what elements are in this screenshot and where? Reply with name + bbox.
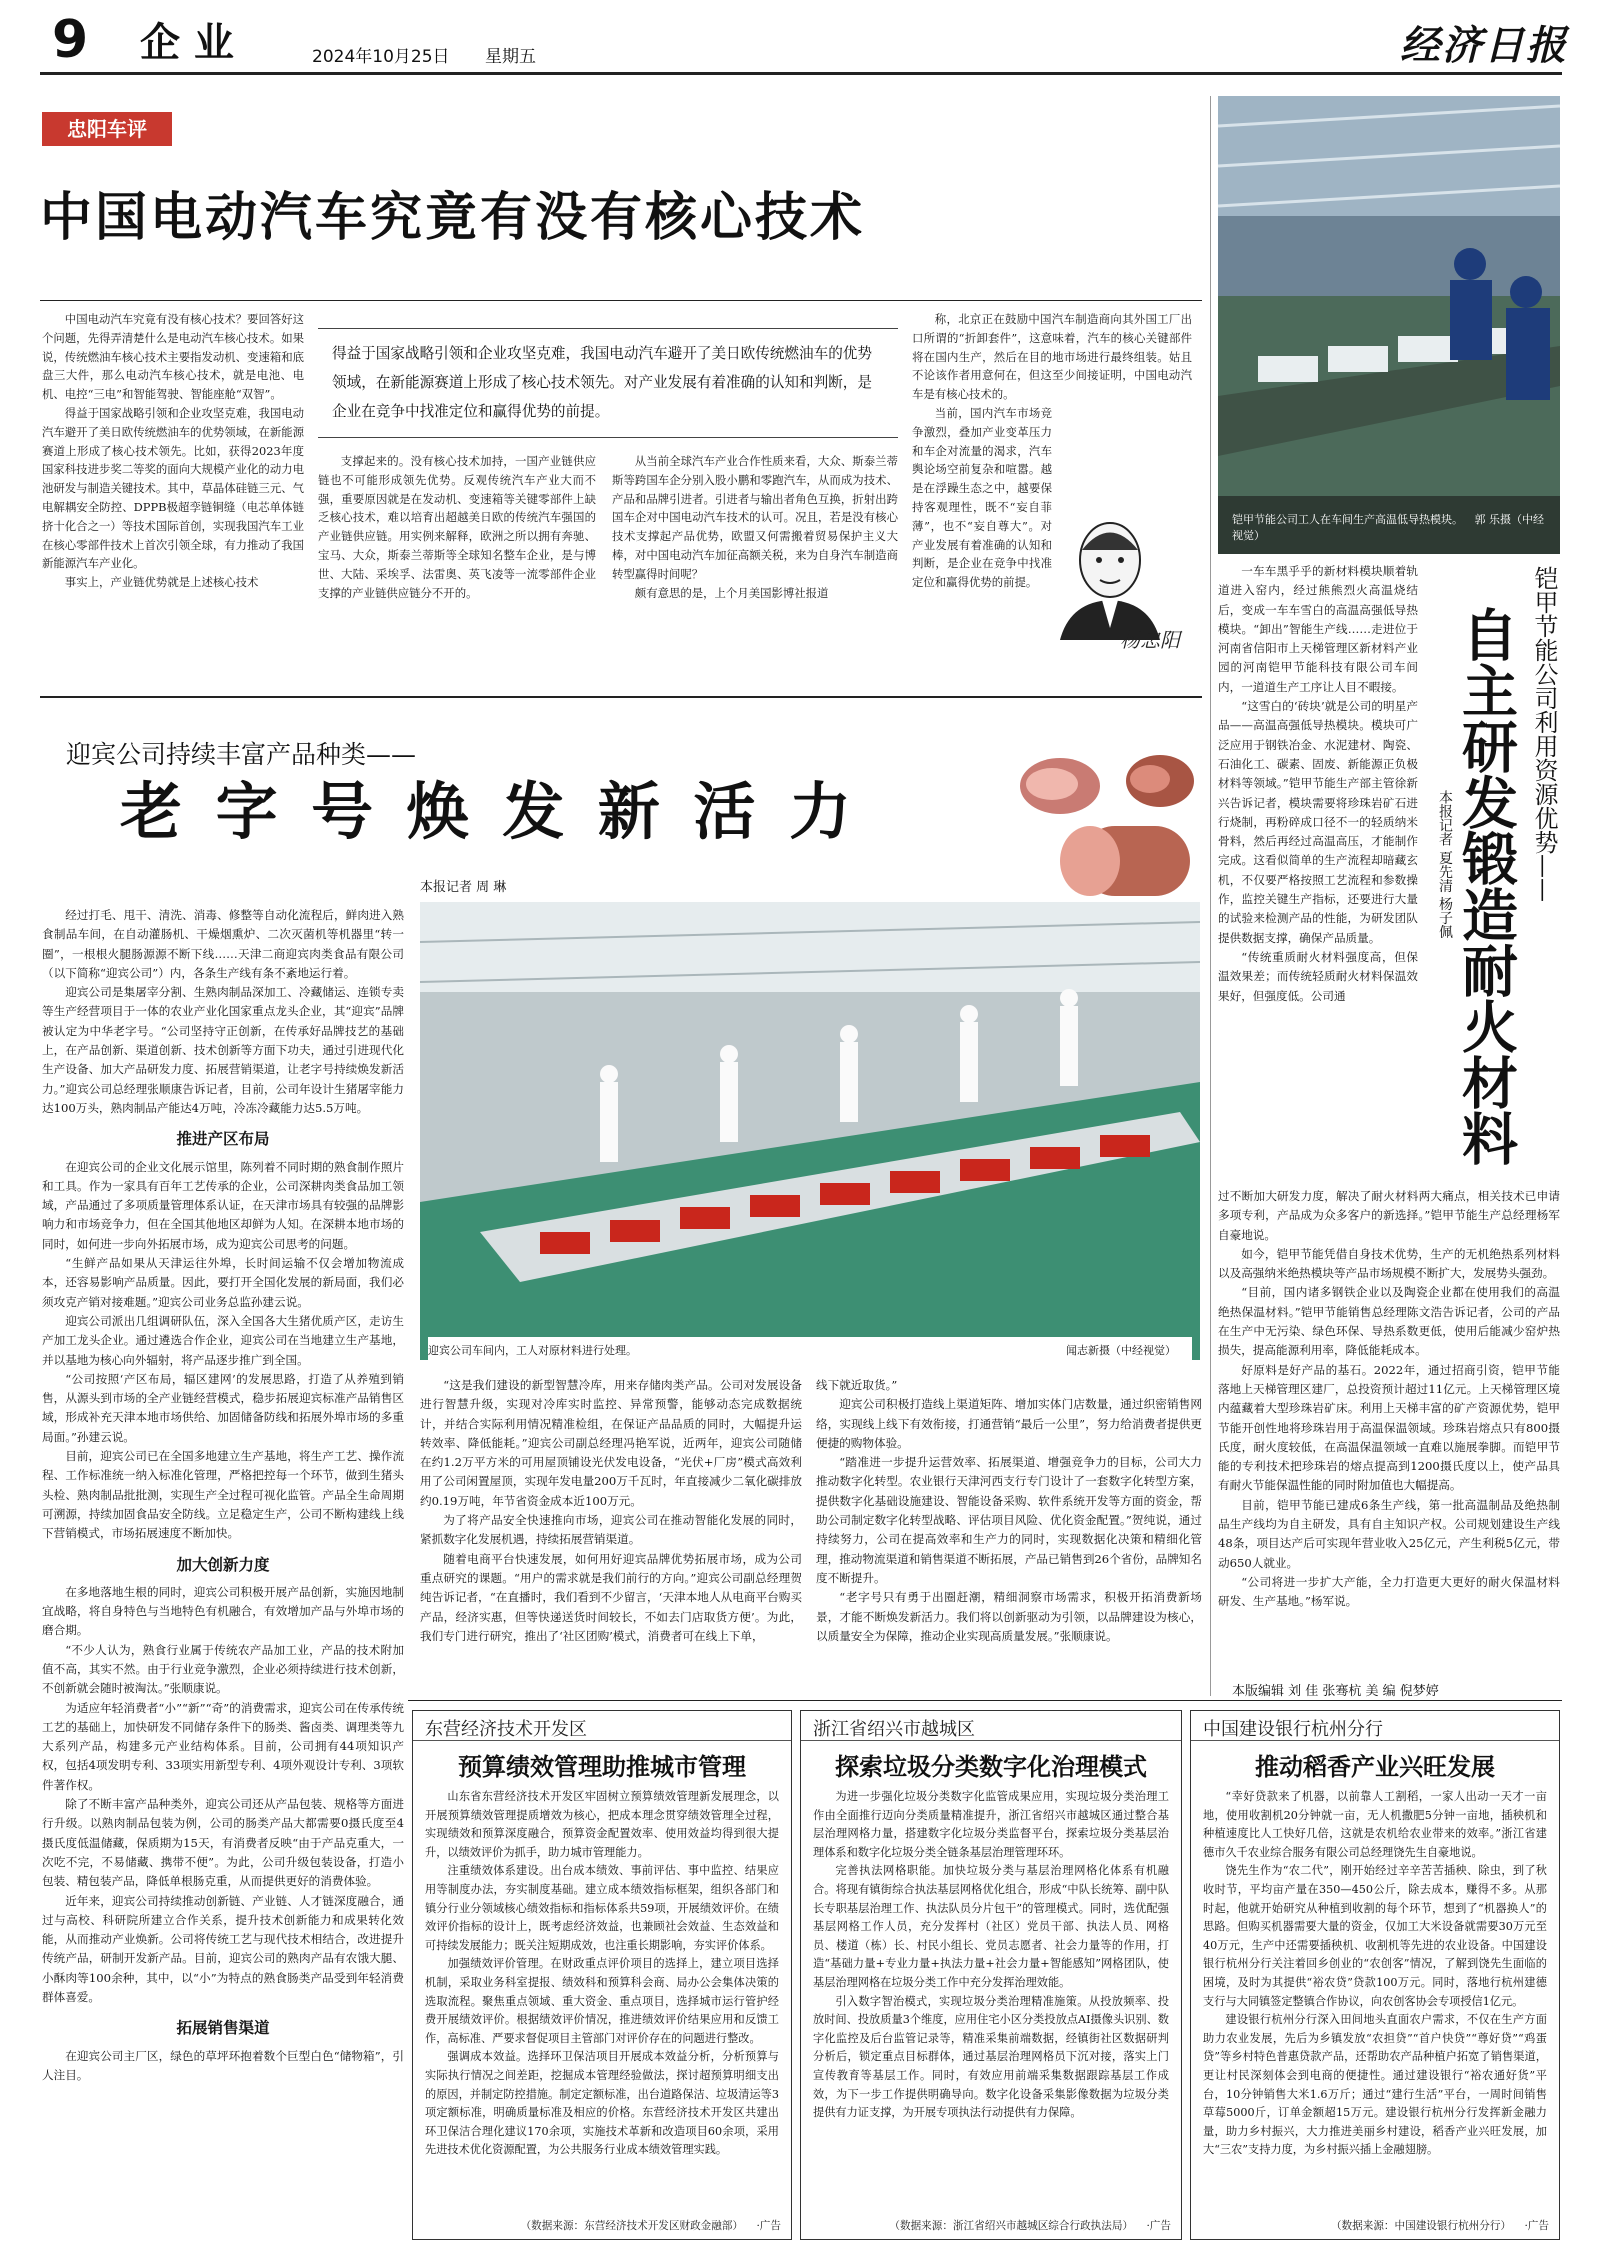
commentary-col-1 (42, 310, 304, 592)
paragraph: 当前，国内汽车市场竞争激烈，叠加产业变革压力和车企对流量的渴求，汽车舆论场空前复杂和喧嚣。越是在浮躁生态之中，越要保持客观理性，既不“妄自菲薄”，也不“妄自尊大”。对产业发展有着准确的认知和判断，是企业在竞争中找准定位和赢得优势的前提。 (912, 405, 1052, 590)
paragraph: 为适应年轻消费者“小”“新”“奇”的消费需求，迎宾公司在传承传统工艺的基础上，加快研发不同储存条件下的肠类、酱卤类、调理类等九大系列产品，构建多元产业结构体系。目前，公司拥有44项知识产权，包括4项发明专利、33项实用新型专利、4项外观设计专利、3项软件著作权。 (42, 1700, 404, 1792)
paragraph: 好原料是好产品的基石。2022年，通过招商引资，铠甲节能落地上天梯管理区建厂，总投资预计超过11亿元。上天梯管理区境内蕴藏着大型珍珠岩矿床。利用上天梯丰富的矿产资源优势，铠甲节能开创性地将珍珠岩用于高温保温领域。珍珠岩熔点只有800摄氏度，耐火度较低，在高温保温领域一直难以施展拳脚。而铠甲节能的专利技术把珍珠岩的熔点提高到1200摄氏度以上，使产品具有耐火节能保温性能的同时附加值也大幅提高。 (1218, 1362, 1560, 1493)
paragraph: 迎宾公司积极打造线上渠道矩阵、增加实体门店数量，通过织密销售网络，实现线上线下有效衔接，打通营销“最后一公里”，努力给消费者提供更便捷的购物体验。 (816, 1397, 1202, 1450)
laozihao-col-b (420, 1376, 802, 1646)
paragraph: “不少人认为，熟食行业属于传统农产品加工业，产品的技术附加值不高，其实不然。由于行业竞争激烈，企业必须持续进行技术创新，不创新就会随时被淘汰。”张顺康说。 (42, 1642, 404, 1696)
paragraph: “老字号只有勇于出圈赶潮，精细洞察市场需求，积极开拓消费新场景，才能不断焕发新活力。我们将以创新驱动为引领，以品牌建设为核心，以质量安全为保障，推动企业实现高质量发展。”张顺康说。 (816, 1590, 1202, 1643)
ad-footnote (889, 2218, 1171, 2233)
caption-credit: 郭 乐摄（中经视觉） (1232, 513, 1544, 542)
commentary-bottom-rule (40, 696, 1202, 698)
masthead-rule (40, 72, 1562, 75)
photo-caption-yingbin (428, 1337, 1192, 1360)
paragraph: 得益于国家战略引领和企业攻坚克难，我国电动汽车避开了美日欧传统燃油车的优势领域，在新能源赛道上形成了核心技术领先。比如，获得2023年度国家科技进步奖二等奖的面向大规模产业化的动力电池研发与制造关键技术。其中，草晶体硅链三元、气电解耦安全防控、DPPB极超孪链铜缝（电芯单体链挤十化合之一）等技术国际首创，实现我国汽车工业在核心零部件技术上首次引领全球，有力推动了我国新能源汽车产业化。 (42, 405, 305, 571)
paragraph: 完善执法网格职能。加快垃圾分类与基层治理网格化体系有机融合。将现有镇街综合执法基层网格优化组合，形成“中队长统筹、副中队长专职基层治理工作、执法队员分片包干”的管理模式。同时，选优配强基层网格工作人员，充分发挥村（社区）党员干部、执法人员、网格员、楼道（栋）长、村民小组长、党员志愿者、社会力量等的作用，打造“基础力量+专业力量+执法力量+社会力量+智能感知”网格团队，使基层治理网格在垃圾分类工作中充分发挥治理效能。 (813, 1864, 1169, 1989)
paragraph: 支撑起来的。没有核心技术加持，一国产业链供应链也不可能形成领先优势。反观传统汽车产业大而不强，重要原因就是在发动机、变速箱等关键零部件上缺乏核心技术，难以培育出超越美日欧的传统汽车强国的产业链供应链。用实例来解释，欧洲之所以拥有奔驰、宝马、大众，斯泰兰蒂斯等全球知名整车企业，是与博世、大陆、采埃孚、法雷奥、英飞凌等一流零部件企业支撑的产业链供应链分不开的。 (318, 454, 596, 600)
factory-photo-yingbin-image (420, 902, 1200, 1360)
paragraph: 目前，铠甲节能已建成6条生产线，第一批高温制品及绝热制品生产线均为自主研发，具有自主知识产权。公司规划建设生产线48条，项目达产后可实现年营业收入25亿元，产生利税5亿元，带动650人就业。 (1218, 1497, 1560, 1570)
author-signature: 杨忠阳 (1120, 628, 1180, 652)
author-portrait (1050, 510, 1170, 640)
laozihao-byline: 本报记者 周 琳 (420, 880, 507, 895)
paragraph: 颇有意思的是，上个月美国影博社报道 (634, 585, 829, 600)
byline-text: 本报记者 夏先清 杨子佩 (1437, 790, 1453, 939)
ad-footnote (1331, 2218, 1549, 2233)
paragraph: “传统重质耐火材料强度高，但保温效果差；而传统轻质耐火材料保温效果好，但强度低。公司通 (1218, 949, 1418, 1003)
laozihao-headline: 老 字 号 焕 发 新 活 力 (120, 775, 858, 848)
issue-weekday: 星期五 (485, 47, 536, 67)
caption-text: 迎宾公司车间内，工人对原材料进行处理。 (428, 1344, 637, 1357)
section-subhead: 推进产区布局 (176, 1130, 270, 1149)
paragraph: 饶先生作为“农二代”，刚开始经过辛辛苦苦插秧、除虫，到了秋收时节，平均亩产量在350—450公斤，除去成本，赚得不多。从那时起，他就开始研究从种植到收割的每个环节，想到了“机器换人”的思路。但购买机器需要大量的资金，仅加工大米设备就需要30万元至40万元，生产中还需要插秧机、收割机等先进的农业设备。中国建设银行杭州分行关注着回乡创业的“农创客”情况，了解到饶先生面临的困境，及时为其提供“裕农贷”贷款100万元。同时，落地行杭州建德支行与大同镇签定整镇合作协议，向农创客协会专项授信1亿元。 (1203, 1864, 1547, 2008)
kaijia-col-top (1218, 562, 1418, 1006)
paragraph: 除了不断丰富产品种类外，迎宾公司还从产品包装、规格等方面进行升级。以熟肉制品包装为例，公司的肠类产品大都需要0摄氏度至4摄氏度低温储藏，保质期为15天，有消费者反映“由于产品克重大，一次吃不完，不易储藏、携带不便”。为此，公司升级包装设备，打造小包装、精包装产品，降低单根肠克重，从而提供更好的消费体验。 (42, 1797, 404, 1889)
column-divider (1210, 96, 1211, 1696)
commentary-col-2 (318, 452, 596, 602)
paragraph: “踏准进一步提升运营效率、拓展渠道、增强竞争力的目标，公司大力推动数字化转型。农业银行天津河西支行专门设计了一套数字化转型方案，提供数字化基础设施建设、智能设备采购、软件系统开发等方面的资金，帮助公司制定数字化转型战略、评估项目风险、优化资金配置。”贺纯说，通过持续努力，公司在提高效率和生产力的同时，实现数据化决策和精细化管理，推动物流渠道和销售渠道不断拓展，产品已销售到26个省份，品牌知名度不断提升。 (816, 1455, 1202, 1585)
ad-body (413, 1788, 791, 2160)
issue-date: 2024年10月25日 (312, 47, 450, 67)
paragraph: 近年来，迎宾公司持续推动创新链、产业链、人才链深度融合，通过与高校、科研院所建立合作关系，提升技术创新能力和成果转化效能，从而推动产业焕新。公司将传统工艺与现代技术相结合，改进提升传统产品，研制开发新产品。目前，迎宾公司的熟肉产品有农饿大腿、小酥肉等100余种，其中，以“小”为特点的熟食肠类产品受到年轻消费群体喜爱。 (42, 1893, 404, 2005)
section-subhead: 拓展销售渠道 (176, 2019, 270, 2038)
ad-box-dongying (412, 1710, 792, 2240)
ad-box-ccb-hangzhou (1190, 1710, 1560, 2240)
paragraph: 过不断加大研发力度，解决了耐火材料两大痛点，相关技术已申请多项专利，产品成为众多客户的新选择。”铠甲节能生产总经理杨军自豪地说。 (1218, 1189, 1560, 1242)
caption-credit: 闻志新摄（中经视觉） (1066, 1344, 1176, 1357)
page-number: 9 (52, 10, 89, 70)
kaijia-headline: 自主研发锻造耐火材料 (1453, 606, 1518, 1166)
paragraph: “幸好贷款来了机器，以前靠人工割稻，一家人出动一天才一亩地，使用收割机20分钟就一亩，无人机撒肥5分钟一亩地，插秧机和种植速度比人工快好几倍，这就是农机给农业带来的效率。”浙江省建德市久千农业综合服务有限公司总经理饶先生自豪地说。 (1203, 1790, 1547, 1859)
ad-footnote (521, 2218, 781, 2233)
paragraph: 在多地落地生根的同时，迎宾公司积极开展产品创新，实施因地制宜战略，将自身特色与当地特色有机融合，有效增加产品与外埠市场的磨合期。 (42, 1584, 404, 1638)
paragraph: 迎宾公司是集屠宰分割、生熟肉制品深加工、冷藏储运、连锁专卖等生产经营项目于一体的农业产业化国家重点龙头企业，其“迎宾”品牌被认定为中华老字号。“公司坚持守正创新，在传承好品牌技艺的基础上，在产品创新、渠道创新、技术创新等方面下功夫，通过引进现代化生产设备、加大产品研发力度、拓展营销渠道，让老字号持续焕发新活力。”迎宾公司总经理张顺康告诉记者，目前，公司年设计生猪屠宰能力达100万头，熟肉制品产能达4万吨，冷冻冷藏能力达5.5万吨。 (42, 985, 404, 1115)
ad-org: 浙江省绍兴市越城区 (801, 1711, 1181, 1741)
commentary-title-rule (40, 300, 1202, 301)
ad-source: （数据来源：浙江省绍兴市越城区综合行政执法局） (889, 2220, 1134, 2232)
ad-mark: ·广告 (1146, 2220, 1171, 2232)
pullquote-text: 得益于国家战略引领和企业攻坚克难，我国电动汽车避开了美日欧传统燃油车的优势领域，在新能源赛道上形成了核心技术领先。对产业发展有着准确的认知和判断，是企业在竞争中找准定位和赢得优势的前提。 (332, 345, 872, 420)
kaijia-byline (1432, 790, 1454, 939)
ad-source: （数据来源：中国建设银行杭州分行） (1330, 2220, 1512, 2232)
paragraph: “公司按照‘产区布局，辐区建网’的发展思路，打造了从养殖到销售，从源头到市场的全产业链经营模式，稳步拓展迎宾标准产品销售区域，形成补充天津本地市场供给、加固储备防线和拓展外埠市场的多重局面。”孙建云说。 (42, 1371, 404, 1444)
paragraph: 经过打毛、甩干、清洗、消毒、修整等自动化流程后，鲜肉进入熟食制品车间，在自动灌肠机、干燥烟熏炉、二次灭菌机等机器里“转一圈”，一根根火腿肠源源不断下线……天津二商迎宾肉类食品有限公司（以下简称“迎宾公司”）内，各条生产线有条不紊地运行着。 (42, 908, 404, 980)
paragraph: 如今，铠甲节能凭借自身技术优势，生产的无机绝热系列材料以及高强纳米绝热模块等产品市场规模不断扩大，发展势头强劲。 (1218, 1246, 1560, 1281)
commentary-col-3 (612, 452, 898, 602)
ad-body (801, 1788, 1181, 2123)
paragraph: 加强绩效评价管理。在财政重点评价项目的选择上，建立项目选择机制，采取业务科室提报、绩效科和预算科会商、局办公会集体决策的选取流程。聚焦重点领域、重大资金、重点项目，选择城市运行管护经费开展绩效评价。根据绩效评价情况，推进绩效评价结果应用和反馈工作，高标准、严要求督促项目主管部门对评价存在的问题进行整改。 (425, 1957, 779, 2045)
photo-caption-kaijia (1232, 512, 1546, 544)
paragraph: “这雪白的‘砖块’就是公司的明星产品——高温高强低导热模块。模块可广泛应用于钢铁冶金、水泥建材、陶瓷、石油化工、碳素、固废、新能源正负极材料等领域。”铠甲节能生产部主管徐新兴告诉记者，模块需要将珍珠岩矿石进行烧制，再粉碎成口径不一的轻质纳米骨料，然后再经过高温高压，才能制作完成。这看似简单的生产流程却暗藏玄机，不仅要严格按照工艺流程和参数操作，监控关键生产指标，还要进行大量的试验来检测产品的性能，为研发团队提供数据支撑，确保产品质量。 (1218, 699, 1418, 945)
ad-title: 推动稻香产业兴旺发展 (1255, 1753, 1495, 1781)
paragraph: “这是我们建设的新型智慧冷库，用来存储肉类产品。公司对发展设备进行智慧升级，实现对冷库实时监控、异常预警，能够动态完成数据统计，并结合实际利用情况精准检组，在保证产品品质的同时，大幅提升运转效率、降低能耗。”迎宾公司副总经理冯艳军说，近两年，迎宾公司随储在约1.2万平方米的可用屋顶铺设光伏发电设备，“光伏+厂房”模式高效利用了公司闲置屋顶，实现年发电量200万千瓦时，年直接减少二氧化碳排放约0.19万吨，年节省资金成本近100万元。 (420, 1378, 802, 1508)
section-subhead: 加大创新力度 (176, 1555, 270, 1574)
paragraph: 强调成本效益。选择环卫保洁项目开展成本效益分析，分析预算与实际执行情况之间差距，挖掘成本管理经验做法，探讨超预算明细支出的原因，并制定防控措施。制定定额标准，出台道路保洁、垃圾清运等3项定额标准，明确质量标准及相应的价格。东营经济技术开发区共建出环卫保洁合理化建议170余项，实施技术革新和改造项目60余项，采用先进技术优化资源配置，为公共服务行业成本绩效管理实践。 (425, 2050, 779, 2157)
paragraph: 迎宾公司派出几组调研队伍，深入全国各大生猪优质产区，走访生产加工龙头企业。通过遴选合作企业，迎宾公司在当地建立生产基地，并以基地为核心向外辐射，将产品逐步推广到全国。 (42, 1313, 404, 1367)
paragraph: “目前，国内诸多钢铁企业以及陶瓷企业都在使用我们的高温绝热保温材料。”铠甲节能销售总经理陈文浩告诉记者，公司的产品在生产中无污染、绿色环保、导热系数更低，使用后能减少窑炉热损失，提高能源利用率，降低能耗成本。 (1218, 1285, 1560, 1358)
ad-org: 东营经济技术开发区 (413, 1711, 791, 1741)
paragraph: 中国电动汽车究竟有没有核心技术？要回答好这个问题，先得弄清楚什么是电动汽车核心技术。如果说，传统燃油车核心技术主要指发动机、变速箱和底盘三大件，那么电动汽车核心技术，就是电池、电机、电控“三电”和智能驾驶、智能座舱“双智”。 (42, 312, 305, 402)
paragraph: 注重绩效体系建设。出台成本绩效、事前评估、事中监控、结果应用等制度办法，夯实制度基础。建立成本绩效指标框架，组织各部门和镇分行业分领域核心绩效指标和指标体系共59项，开展绩效评价。在绩效评价指标的设计上，既考虑经济效益，也兼顾社会效益、生态效益和可持续发展能力；既关注短期成效，也注重长期影响，夯实评价体系。 (425, 1864, 779, 1952)
paragraph: 建设银行杭州分行深入田间地头直面农户需求，不仅在生产方面助力农业发展，先后为乡镇发放“农担贷”“首户快贷”“尊好贷”“鸡蛋贷”等乡村特色普惠贷款产品，还帮助农产品种植户拓宽了销售渠道，更让村民深刻体会到电商的便捷性。通过建设银行“裕农通好货”平台，10分钟销售大米1.6万斤；通过“建行生活”平台，一周时间销售草莓5000斤，订单金额超15万元。建设银行杭州分行发挥新金融力量，助力乡村振兴，大力推进美丽乡村建设，稻香产业兴旺发展，加大“三农”支持力度，为乡村振兴插上金融翅膀。 (1203, 2013, 1547, 2157)
factory-photo-kaijia (1218, 96, 1560, 554)
ad-mark: ·广告 (1524, 2220, 1549, 2232)
paragraph: 一车车黑乎乎的新材料模块顺着轨道进入窑内，经过熊熊烈火高温烧结后，变成一车车雪白的高温高强低导热模块。“卸出”智能生产线……走进位于河南省信阳市上天梯管理区新材料产业园的河南铠甲节能科技有限公司车间内，一道道生产工序让人目不暇接。 (1218, 564, 1418, 694)
ads-top-rule (408, 1700, 1562, 1701)
paragraph: 为进一步强化垃圾分类数字化监管成果应用，实现垃圾分类治理工作由全面推行迈向分类质量精准提升，浙江省绍兴市越城区通过整合基层治理网格力量，搭建数字化垃圾分类监督平台，探索垃圾分类基层治理体系和数字化垃圾分类全链条基层治理管理环环。 (813, 1790, 1169, 1859)
paragraph: 在迎宾公司主厂区，绿色的草坪环抱着数个巨型白色“储物箱”，引人注目。 (42, 2048, 404, 2082)
ad-org: 中国建设银行杭州分行 (1191, 1711, 1559, 1741)
paragraph: 从当前全球汽车产业合作性质来看，大众、斯泰兰蒂斯等跨国车企分别入股小鹏和零跑汽车，从而成为技术、产品和品牌引进者。引进者与输出者角色互换，折射出跨国车企对中国电动汽车技术的认可。况且，若是没有核心技术支撑起产品优势，欧盟又何需搬着贸易保护主义大棒，对中国电动汽车加征高额关税，来为自身汽车制造商转型赢得时间呢？ (612, 454, 898, 581)
laozihao-kicker: 迎宾公司持续丰富产品种类—— (66, 740, 417, 769)
paragraph: 线下就近取货。” (816, 1378, 898, 1392)
paragraph: 目前，迎宾公司已在全国多地建立生产基地，将生产工艺、操作流程、工作标准统一纳入标准化管理，严格把控每一个环节，做到生猪头头检、熟肉制品批批测，实现生产全过程可视化监管。产品全生命周期可溯源，持续加固食品安全防线。立足稳定生产，公司不断构建线上线下营销模式，市场拓展速度不断加快。 (42, 1449, 404, 1541)
caption-text: 铠甲节能公司工人在车间生产高温低导热模块。 (1232, 513, 1463, 526)
laozihao-col-c (816, 1376, 1202, 1646)
newspaper-logo: 经济日报 (1400, 22, 1568, 69)
page-editors: 本版编辑 刘 佳 张骞杭 美 编 倪梦婷 (1232, 1684, 1439, 1699)
paragraph: 引入数字智治模式，实现垃圾分类治理精准施策。从投放频率、投放时间、投放质量3个维度，应用住宅小区分类投放点AI摄像头识别、数字化监控及后台监管记录等，精准采集前端数据，经镇街社区数据研判分析后，锁定重点目标群体，通过基层治理网格员下沉对接，落实上门宣传教育等基层工作。同时，有效应用前端采集数据跟踪基层工作成效，为下一步工作提供明确导向。数字化设备采集影像数据为垃圾分类提供有力证支撑，为开展专项执法行动提供有力保障。 (813, 1994, 1169, 2120)
ham-sausage-illustration (1000, 726, 1200, 916)
commentary-headline: 中国电动汽车究竟有没有核心技术 (40, 188, 866, 248)
column-tag: 忠阳车评 (42, 112, 172, 146)
ad-title: 探索垃圾分类数字化治理模式 (835, 1753, 1147, 1781)
paragraph: 为了将产品安全快速推向市场，迎宾公司在推动智能化发展的同时，紧抓数字化发展机遇，持续拓展营销渠道。 (420, 1513, 802, 1547)
paragraph: 山东省东营经济技术开发区牢固树立预算绩效管理新发展理念，以开展预算绩效管理提质增效为核心，把成本理念贯穿绩效管理全过程，实现绩效和预算深度融合，预算资金配置效率、使用效益均得到很大提升，以绩效评价为抓手，助力城市管理能力。 (425, 1790, 779, 1859)
paragraph: 事实上，产业链优势就是上述核心技术 (64, 575, 259, 590)
factory-photo-yingbin (420, 902, 1200, 1360)
kaijia-col-bottom (1218, 1187, 1560, 1612)
commentary-pullquote (318, 328, 898, 438)
ad-source: （数据来源：东营经济技术开发区财政金融部） (520, 2220, 744, 2232)
section-title: 企 业 (140, 20, 234, 66)
paragraph: 在迎宾公司的企业文化展示馆里，陈列着不同时期的熟食制作照片和工具。作为一家具有百年工艺传承的企业，公司深耕肉类食品加工领域，产品通过了多项质量管理体系认证，在天津市场具有较强的品牌影响力和市场竞争力，但在全国其他地区却鲜为人知。在深耕本地市场的同时，如何进一步向外拓展市场，成为迎宾公司思考的问题。 (42, 1159, 404, 1251)
paragraph: 随着电商平台快速发展，如何用好迎宾品牌优势拓展市场，成为公司重点研究的课题。“用户的需求就是我们前行的方向。”迎宾公司副总经理贺纯告诉记者，“在直播时，我们看到不少留言，‘天津本地人从电商平台购买产品，经济实惠，但等快递送货时间较长，不如去门店取货方便’。为此，我们专门进行研究，推出了‘社区团购’模式，消费者可在线上下单， (420, 1551, 802, 1643)
paragraph: 称，北京正在鼓励中国汽车制造商向其外国工厂出口所谓的“折卸套件”，这意味着，汽车的核心关键部件将在国内生产，然后在目的地市场进行最终组装。姑且不论该作者用意何在，但这至少间接证明，中国电动汽车是有核心技术的。 (912, 312, 1192, 402)
paragraph: “生鲜产品如果从天津运往外埠，长时间运输不仅会增加物流成本，还容易影响产品质量。因此，要打开全国化发展的新局面，我们必须攻克产销对接难题。”迎宾公司业务总监孙建云说。 (42, 1256, 404, 1309)
laozihao-col-left (42, 906, 404, 2085)
paragraph: “公司将进一步扩大产能，全力打造更大更好的耐火保温材料研发、生产基地。”杨军说。 (1218, 1574, 1560, 1609)
factory-photo-kaijia-image (1218, 96, 1560, 554)
ad-body (1191, 1788, 1559, 2160)
ad-title: 预算绩效管理助推城市管理 (458, 1753, 746, 1781)
kaijia-kicker: 铠甲节能公司利用资源优势—— (1530, 566, 1558, 902)
ad-box-shaoxing (800, 1710, 1182, 2240)
ad-mark: ·广告 (756, 2220, 781, 2232)
